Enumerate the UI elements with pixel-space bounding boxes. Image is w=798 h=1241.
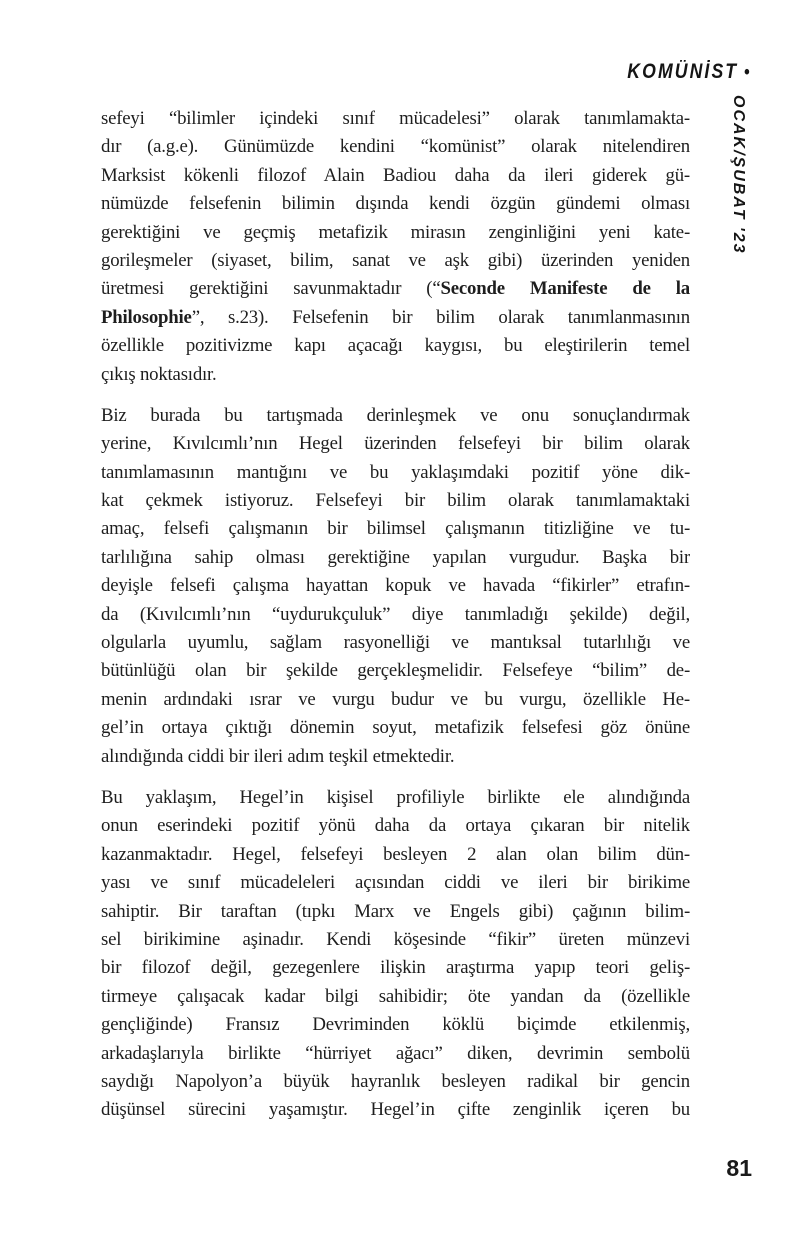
text-line: nümüzde felsefenin bilimin dışında kendi özgün gündemi olması xyxy=(101,193,690,215)
text-line: tirmeye çalışacak kadar bilgi sahibidir; öte yandan da (özellikle xyxy=(101,985,690,1007)
text-line: dır (a.g.e). Günümüzde kendini “komünist” olarak nitelendiren xyxy=(101,136,690,158)
text-segment: üretmesi gerektiğini savunmaktadır (“ xyxy=(101,278,441,300)
header-bullet-icon: • xyxy=(744,62,750,83)
paragraph xyxy=(101,784,690,1125)
journal-title: KOMÜNİST xyxy=(627,60,739,83)
text-line: gorileşmeler (siyaset, bilim, sanat ve aşk gibi) üzerinden yeniden xyxy=(101,249,690,271)
journal-header xyxy=(628,60,750,84)
paragraph xyxy=(101,105,690,389)
text-segment: ”, s.23). Felsefenin bir bilim olarak tanımlanmasının xyxy=(191,306,690,328)
text-line: Bu yaklaşım, Hegel’in kişisel profiliyle birlikte ele alındığında xyxy=(101,786,690,808)
text-line xyxy=(101,304,690,332)
paragraph xyxy=(101,402,690,771)
text-line: çıkış noktasıdır. xyxy=(101,363,217,385)
text-line: sel birikimine aşinadır. Kendi köşesinde “fikir” üreten münzevi xyxy=(101,928,690,950)
text-line: gerektiğini ve geçmiş metafizik mirasın zenginliğini yeni kate- xyxy=(101,221,690,243)
text-line: Biz burada bu tartışmada derinleşmek ve onu sonuçlandırmak xyxy=(101,404,690,426)
text-line: özellikle pozitivizme kapı açacağı kaygısı, bu eleştirilerin temel xyxy=(101,335,690,357)
bold-text-segment: Philosophie xyxy=(101,306,192,328)
text-line: sefeyi “bilimler içindeki sınıf mücadelesi” olarak tanımlamakta- xyxy=(101,108,690,129)
text-line: amaç, felsefi çalışmanın bir bilimsel çalışmanın titizliğine ve tu- xyxy=(101,518,690,540)
text-line: kat çekmek istiyoruz. Felsefeyi bir bilim olarak tanımlamaktaki xyxy=(101,490,690,512)
text-line: Marksist kökenli filozof Alain Badiou daha da ileri giderek gü- xyxy=(101,164,690,186)
article-body xyxy=(101,105,690,1125)
text-line: yası ve sınıf mücadeleleri açısından ciddi ve ileri bir birikime xyxy=(101,872,690,894)
text-line: da (Kıvılcımlı’nın “uydurukçuluk” diye tanımladığı şekilde) değil, xyxy=(101,603,690,625)
text-line: yerine, Kıvılcımlı’nın Hegel üzerinden felsefeyi bir bilim olarak xyxy=(101,433,690,455)
text-line: bütünlüğü olan bir şekilde gerçekleşmelidir. Felsefeye “bilim” de- xyxy=(101,660,690,682)
text-line: olgularla uyumlu, sağlam rasyonelliği ve mantıksal tutarlılığı ve xyxy=(101,632,690,654)
text-line: gel’in ortaya çıktığı dönemin soyut, metafizik felsefesi göz önüne xyxy=(101,717,690,739)
page-number: 81 xyxy=(726,1155,752,1181)
text-line: menin ardındaki ısrar ve vurgu budur ve bu vurgu, özellikle He- xyxy=(101,688,690,710)
text-line: deyişle felsefi çalışma hayattan kopuk ve havada “fikirler” etrafın- xyxy=(101,575,690,597)
text-line: sahiptir. Bir taraftan (tıpkı Marx ve Engels gibi) çağının bilim- xyxy=(101,900,690,922)
text-line: alındığında ciddi bir ileri adım teşkil etmektedir. xyxy=(101,745,455,767)
text-line xyxy=(101,275,690,303)
text-line: arkadaşlarıyla birlikte “hürriyet ağacı” diken, devrimin sembolü xyxy=(101,1042,690,1064)
text-line: kazanmaktadır. Hegel, felsefeyi besleyen 2 alan olan bilim dün- xyxy=(101,843,690,865)
text-line: onun eserindeki pozitif yönü daha da ortaya çıkaran bir nitelik xyxy=(101,815,690,837)
text-line: saydığı Napolyon’a büyük hayranlık besleyen radikal bir gencin xyxy=(101,1070,690,1092)
text-line: tanımlamasının mantığını ve bu yaklaşımdaki pozitif yöne dik- xyxy=(101,461,690,483)
issue-date-vertical: OCAK/ŞUBAT '23 xyxy=(730,95,747,255)
text-line: tarlılığına sahip olması gerektiğine yapılan vurgudur. Başka bir xyxy=(101,546,690,568)
text-line: gençliğinde) Fransız Devriminden köklü biçimde etkilenmiş, xyxy=(101,1014,690,1036)
bold-text-segment: Seconde Manifeste de la xyxy=(440,278,690,300)
text-line: düşünsel sürecini yaşamıştır. Hegel’in çifte zenginlik içeren bu xyxy=(101,1099,690,1121)
text-line: bir filozof değil, gezegenlere ilişkin araştırma yapıp teori geliş- xyxy=(101,957,690,979)
